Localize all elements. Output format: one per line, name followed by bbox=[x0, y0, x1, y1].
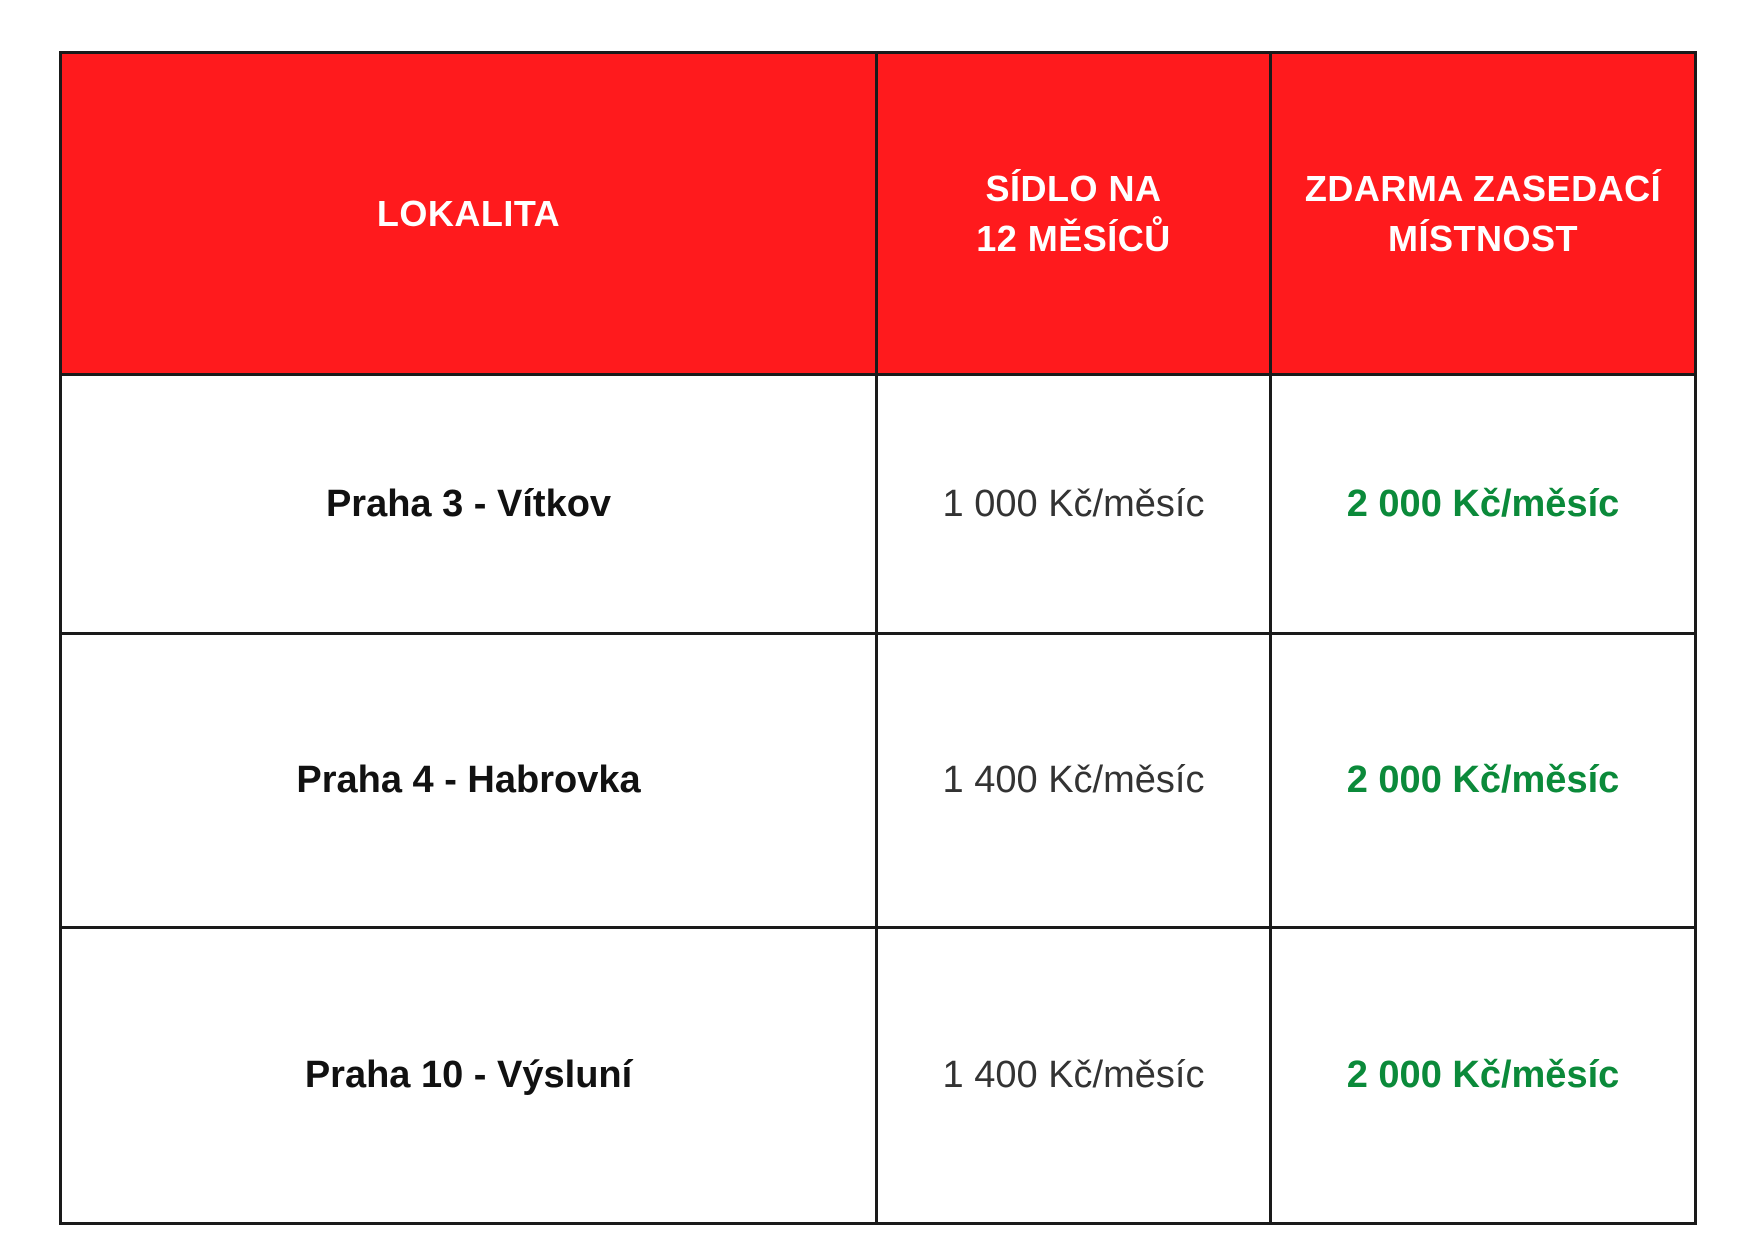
pricing-table bbox=[59, 51, 1697, 1225]
header-seat bbox=[877, 53, 1271, 375]
room-price-cell: 2 000 Kč/měsíc bbox=[1271, 634, 1696, 928]
location-cell: Praha 10 - Výsluní bbox=[61, 928, 877, 1224]
seat-price-cell: 1 000 Kč/měsíc bbox=[877, 375, 1271, 634]
table-row bbox=[61, 928, 1696, 1224]
header-seat-line2: 12 MĚSÍCŮ bbox=[976, 217, 1171, 259]
header-location bbox=[61, 53, 877, 375]
header-seat-line1: SÍDLO NA bbox=[985, 167, 1162, 209]
header-room-line1: ZDARMA ZASEDACÍ bbox=[1304, 167, 1662, 209]
room-price-cell: 2 000 Kč/měsíc bbox=[1271, 928, 1696, 1224]
table-row bbox=[61, 375, 1696, 634]
header-room-line2: MÍSTNOST bbox=[1388, 217, 1578, 259]
header-room bbox=[1271, 53, 1696, 375]
header-location-label: LOKALITA bbox=[376, 192, 561, 234]
table-row bbox=[61, 634, 1696, 928]
table-body bbox=[61, 375, 1696, 1224]
header-row bbox=[61, 53, 1696, 375]
seat-price-cell: 1 400 Kč/měsíc bbox=[877, 928, 1271, 1224]
seat-price-cell: 1 400 Kč/měsíc bbox=[877, 634, 1271, 928]
table-header bbox=[61, 53, 1696, 375]
location-cell: Praha 3 - Vítkov bbox=[61, 375, 877, 634]
room-price-cell: 2 000 Kč/měsíc bbox=[1271, 375, 1696, 634]
location-cell: Praha 4 - Habrovka bbox=[61, 634, 877, 928]
